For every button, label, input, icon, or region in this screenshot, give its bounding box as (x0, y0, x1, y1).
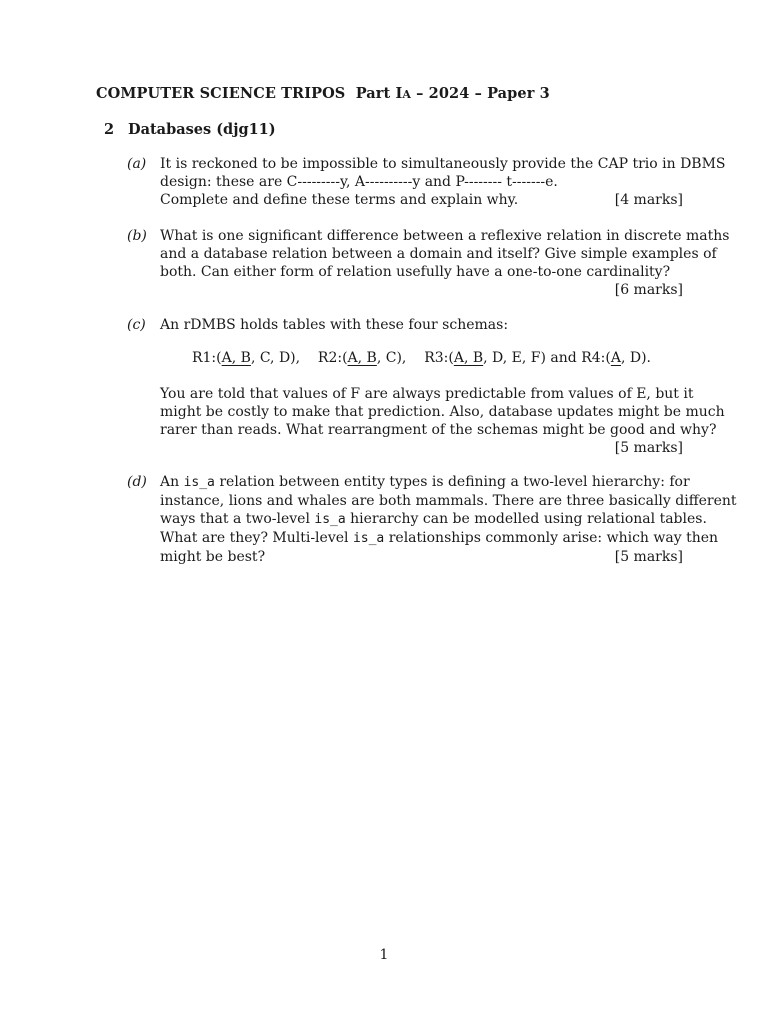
question-title: Databases (djg11) (128, 121, 276, 138)
exam-part: Part IA (355, 85, 412, 102)
part-b-text (160, 227, 730, 299)
part-a-marks: [4 marks] (614, 192, 683, 208)
schema-r2: R2:(A, B, C), (317, 350, 407, 366)
part-c-label: (c) (127, 317, 146, 333)
part-c-intro: An rDMBS holds tables with these four schemas: (160, 317, 509, 333)
code-is-a: is_a (183, 475, 215, 490)
part-c-line-3: rarer than reads. What rearrangment of the schemas might be good and why? (160, 422, 717, 438)
part-a-line-3: Complete and define these terms and explain why. [4 marks] (160, 192, 683, 208)
part-b-marks: [6 marks] (614, 282, 683, 298)
schema-list (160, 349, 683, 367)
part-b-line-2: and a database relation between a domain and itself? Give simple examples of (160, 246, 717, 262)
part-d-marks: [5 marks] (614, 549, 683, 565)
exam-header (96, 85, 550, 104)
part-a-text (160, 155, 726, 209)
exam-title: COMPUTER SCIENCE TRIPOS (96, 85, 346, 102)
part-d-line-1: An is_a relation between entity types is defining a two-level hierarchy: for (160, 474, 690, 490)
part-c-marks-line (160, 439, 683, 457)
part-a-line-1: It is reckoned to be impossible to simultaneously provide the CAP trio in DBMS (160, 156, 726, 172)
part-a-label: (a) (127, 156, 147, 172)
exam-year-paper: – 2024 – Paper 3 (416, 85, 550, 102)
part-b-label: (b) (127, 228, 147, 244)
part-d-label: (d) (127, 474, 147, 490)
part-d-line-5: might be best? [5 marks] (160, 549, 683, 565)
part-c-text (160, 385, 725, 457)
part-b-marks-line (160, 281, 683, 299)
part-a-line-2: design: these are C---------y, A----------y and P-------- t-------e. (160, 174, 558, 190)
part-c-line-1: You are told that values of F are always predictable from values of E, but it (160, 386, 694, 402)
schema-r1: R1:(A, B, C, D), (191, 350, 301, 366)
part-c-marks: [5 marks] (614, 440, 683, 456)
question-number: 2 (104, 121, 115, 138)
schema-r3-r4: R3:(A, B, D, E, F) and R4:(A, D). (424, 350, 652, 366)
part-b-line-3: both. Can either form of relation usefully have a one-to-one cardinality? (160, 264, 671, 280)
part-d-text (160, 473, 737, 566)
page-number: 1 (379, 947, 389, 963)
part-d-line-2: instance, lions and whales are both mammals. There are three basically different (160, 493, 737, 509)
part-d-line-4: What are they? Multi-level is_a relationships commonly arise: which way then (160, 530, 719, 546)
part-d-line-3: ways that a two-level is_a hierarchy can be modelled using relational tables. (160, 511, 707, 527)
part-c-line-2: might be costly to make that prediction. Also, database updates might be much (160, 404, 725, 420)
part-b-line-1: What is one significant difference between a reflexive relation in discrete maths (160, 228, 730, 244)
